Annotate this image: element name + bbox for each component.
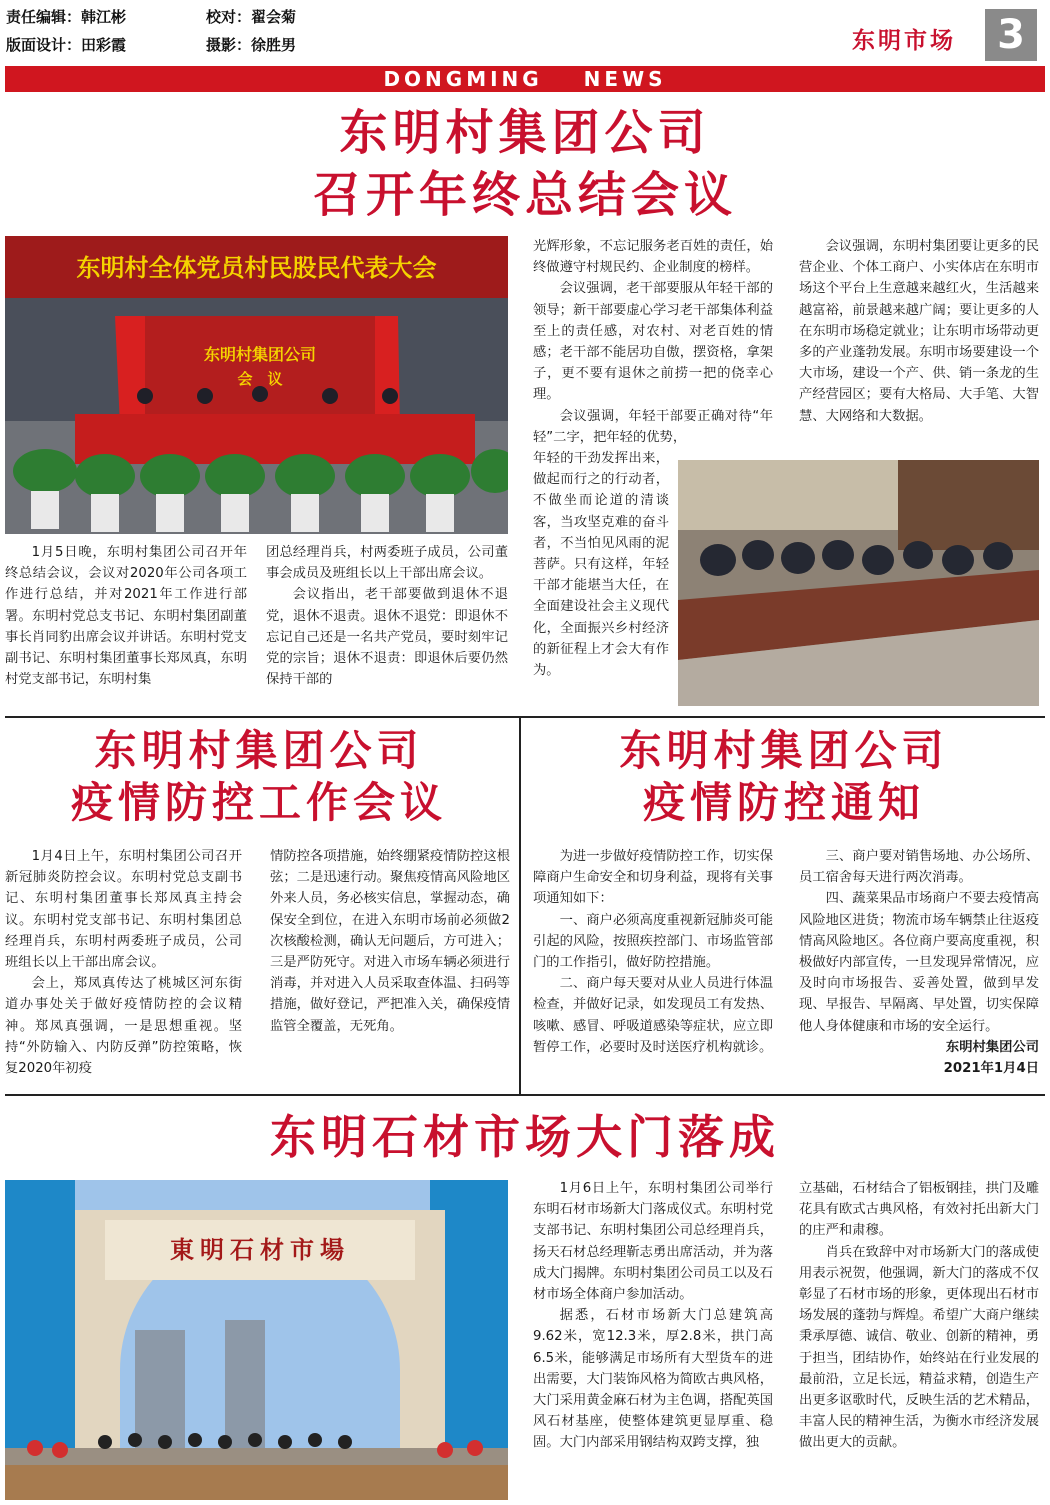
notice-item-4: 四、蔬菜果品市场商户不要去疫情高风险地区进货；物流市场车辆禁止往返疫情高风险地区。各位商户要高度重视，积极做好内部宣传，一旦发现异常情况，应及时向市场报告、妥善处置，做到早发现、早报告、早隔离、早处置，切实保障他人身体健康和市场的安全运行。 [799,891,1039,1034]
article2-headline-line2: 疫情防控工作会议 [70,778,447,827]
masthead-brand: 东明市场 [852,27,956,54]
article3-headline-line1: 东明村集团公司 [619,726,949,775]
article4-para: 1月6日上午，东明村集团公司举行东明石材市场新大门落成仪式。东明村党支部书记、东明村集团公司总经理肖兵，扬天石材总经理靳志勇出席活动，并为落成大门揭牌。东明村集团公司员工以及石材市场全体商户参加活动。 [533,1181,773,1303]
article2-para: 1月4日上午，东明村集团公司召开新冠肺炎防控会议。东明村党总支副书记、东明村集团董事长郑凤真主持会议。东明村党支部书记、东明村集团总经理肖兵，东明村两委班子成员，公司班组长以上干部出席会议。 [5,849,242,971]
article1-para: 会议指出，老干部要做到退休不退党，退休不退责。退休不退党：即退休不忘记自己还是一名共产党员，要时刻牢记党的宗旨；退休不退责：即退休后要仍然保持干部的 [266,587,508,688]
notice-intro: 为进一步做好疫情防控工作，切实保障商户生命安全和切身利益，现将有关事项通知如下： [533,849,773,907]
article4-para: 据悉，石材市场新大门总建筑高9.62米，宽12.3米，厚2.8米，拱门高6.5米，能够满足市场所有大型货车的进出需要，大门装饰风格为简欧古典风格，大门采用黄金麻石材为主色调，搭配英国风石材基座，使整体建筑更显厚重、稳固。大门内部采用钢结构双跨支撑，独 [533,1308,773,1451]
article3-col2 [799,846,1039,1079]
article2-col1 [5,846,242,1079]
notice-item-2: 二、商户每天要对从业人员进行体温检查，并做好记录，如发现员工有发热、咳嗽、感冒、呼吸道感染等症状，应立即暂停工作，必要时及时送医疗机构就诊。 [533,976,773,1055]
notice-signature-org: 东明村集团公司 [945,1039,1039,1055]
photo-backdrop-line2: 会 议 [237,370,283,388]
article4-headline: 东明石材市场大门落成 [270,1110,780,1164]
article1-col3 [533,236,773,448]
article1-col1 [5,542,247,690]
section-divider [5,1094,1045,1096]
article4-col2 [799,1178,1039,1454]
article1-para: 团总经理肖兵，村两委班子成员，公司董事会成员及班组长以上干部出席会议。 [266,545,508,582]
article1-col3-narrow [533,448,669,681]
article2-para: 会上，郑凤真传达了桃城区河东街道办事处关于做好疫情防控的会议精神。郑凤真强调，一是思想重视。坚持“外防输入、内防反弹”防控策略，恢复2020年初疫 [5,976,242,1077]
article1-para: 会议强调，年轻干部要正确对待“年轻”二字，把年轻的优势， [533,408,773,445]
meeting-hall-photo [5,236,508,534]
section-band: DONGMING NEWS [5,66,1045,92]
article1-headline-line1: 东明村集团公司 [339,105,711,161]
photo-backdrop-line1: 东明村集团公司 [203,345,316,364]
article1-col4 [799,236,1039,427]
editor-credit: 责任编辑：韩江彬 [6,8,127,26]
article4-para: 立基础，石材结合了铝板钢挂，拱门及雕花具有欧式古典风格，有效衬托出新大门的庄严和肃穆。 [799,1181,1039,1239]
article1-col2 [266,542,508,690]
article1-para: 光辉形象，不忘记服务老百姓的责任，始终做遵守村规民约、企业制度的榜样。 [533,239,773,276]
notice-item-3: 三、商户要对销售场地、办公场所、员工宿舍每天进行两次消毒。 [799,849,1039,886]
proofread-credit: 校对：翟会菊 [206,8,297,26]
article1-headline-line2: 召开年终总结会议 [312,167,737,223]
article4-col1 [533,1178,773,1454]
photo-banner-text: 东明村全体党员村民股民代表大会 [76,254,437,282]
gate-sign-text: 東明石材市場 [170,1235,350,1264]
article1-para: 年轻的干劲发挥出来，做起而行之的行动者，不做坐而论道的清谈客，当攻坚克难的奋斗者，不当怕见风雨的泥菩萨。只有这样，年轻干部才能堪当大任，在全面建设社会主义现代化，全面振兴乡村经济的新征程上才会大有作为。 [533,451,669,679]
market-gate-photo [5,1180,508,1500]
meeting-attendees-photo [678,460,1039,706]
article2-para: 情防控各项措施，始终绷紧疫情防控这根弦；二是迅速行动。聚焦疫情高风险地区外来人员，务必核实信息，掌握动态，确保安全到位，在进入东明市场前必须做2次核酸检测，确认无问题后，方可进入；三是严防死守。对进入市场车辆必须进行消毒，并对进入人员采取查体温、扫码等措施，做好登记，严把准入关，确保疫情监管全覆盖，无死角。 [270,849,510,1034]
article2-col2 [270,846,510,1037]
article3-col1 [533,846,773,1058]
article2-headline-line1: 东明村集团公司 [94,726,424,775]
page-number-badge: 3 [985,9,1037,61]
article1-para: 会议强调，东明村集团要让更多的民营企业、个体工商户、小实体店在东明市场这个平台上生意越来越红火，生活越来越富裕，前景越来越广阔；要让更多的人在东明市场稳定就业；让东明市场带动更多的产业蓬勃发展。东明市场要建设一个大市场，建设一个产、供、销一条龙的生产经营园区；要有大格局、大手笔、大智慧、大网络和大数据。 [799,239,1039,424]
photo-credit: 摄影：徐胜男 [206,36,297,54]
article1-para: 1月5日晚，东明村集团公司召开年终总结会议，会议对2020年公司各项工作进行总结，并对2021年工作进行部署。东明村党总支书记、东明村集团副董事长肖同豹出席会议并讲话。东明村党支副书记、东明村集团董事长郑凤真，东明村党支部书记，东明村集 [5,545,247,688]
article3-headline-line2: 疫情防控通知 [642,778,925,827]
notice-signature-date: 2021年1月4日 [943,1061,1039,1077]
article4-para: 肖兵在致辞中对市场新大门的落成使用表示祝贺，他强调，新大门的落成不仅彰显了石材市场的形象，更体现出石材市场发展的蓬勃与辉煌。希望广大商户继续秉承厚德、诚信、敬业、创新的精神，勇于担当，团结协作，始终站在行业发展的最前沿，立足长远，精益求精，创造生产出更多讴歌时代，反映生活的艺术精品，丰富人民的精神生活，为衡水市经济发展做出更大的贡献。 [799,1244,1039,1451]
notice-item-1: 一、商户必须高度重视新冠肺炎可能引起的风险，按照疾控部门、市场监管部门的工作指引，做好防控措施。 [533,912,773,971]
designer-credit: 版面设计：田彩霞 [6,36,127,54]
article1-para: 会议强调，老干部要服从年轻干部的领导；新干部要虚心学习老干部集体利益至上的责任感，对农村、对老百姓的情感；老干部不能居功自傲，摆资格，拿架子，更不要有退休之前捞一把的侥幸心理。 [533,281,773,403]
column-divider [519,716,521,1094]
section-divider [5,716,1045,718]
